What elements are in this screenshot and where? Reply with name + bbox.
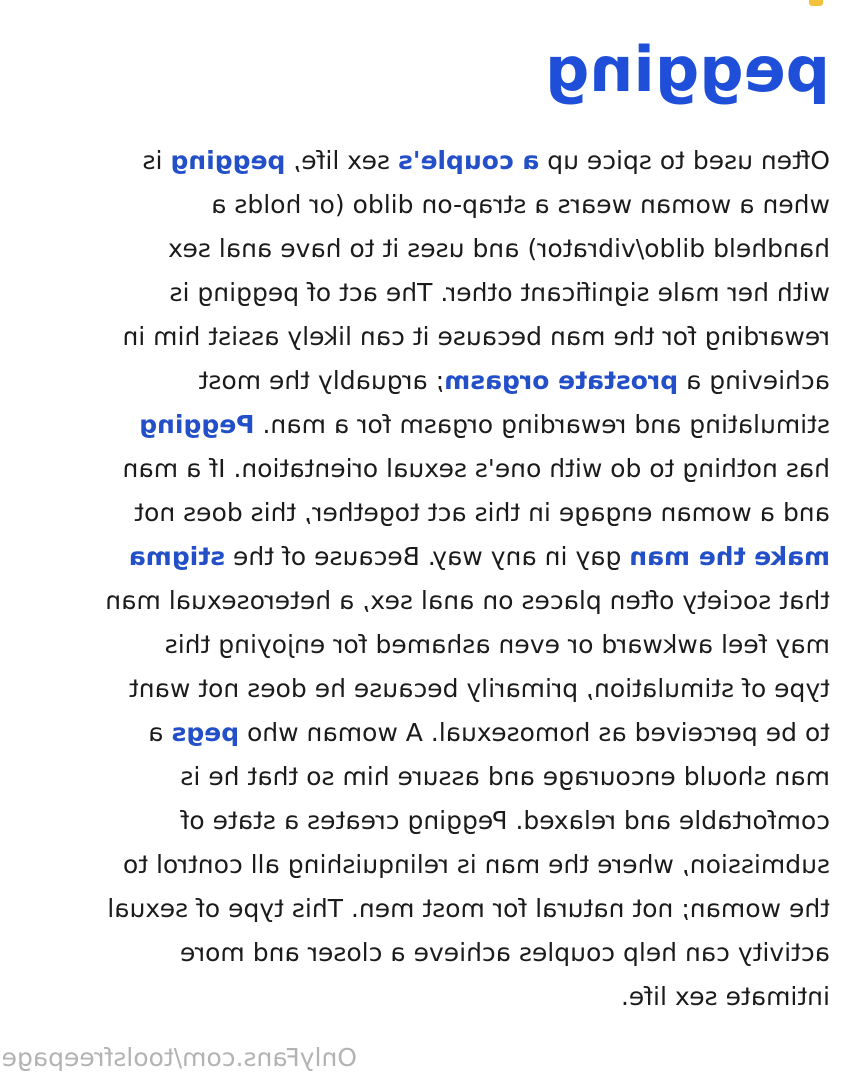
- definition-line: [30, 579, 830, 623]
- definition-line: [30, 227, 830, 271]
- definition-line: [30, 799, 830, 843]
- definition-link[interactable]: prostate orgasm: [444, 366, 679, 395]
- definition-line: [30, 843, 830, 887]
- definition-link[interactable]: make the man: [629, 542, 830, 571]
- definition-line: [30, 315, 830, 359]
- definition-text: a: [148, 718, 172, 747]
- definition-line: [30, 975, 830, 1019]
- definition-text: when a woman wears a strap-on dildo (or holds a: [211, 190, 830, 219]
- accent-mark: [809, 0, 823, 6]
- definition-text: Often used to spice up: [539, 146, 830, 175]
- definition-text: with her male significant other. The act of pegging is: [169, 278, 830, 307]
- definition-line: [30, 535, 830, 579]
- definition-text: intimate sex life.: [620, 982, 830, 1011]
- entry-word: pegging: [545, 33, 830, 106]
- definition-text: rewarding for the man because it can likely assist him in: [122, 322, 830, 351]
- definition-text: man should encourage and assure him so that he is: [180, 762, 830, 791]
- definition-line: [30, 183, 830, 227]
- definition-line: [30, 931, 830, 975]
- definition-link[interactable]: pegs: [171, 718, 240, 747]
- definition-text: comfortable and relaxed. Pegging creates a state of: [180, 806, 830, 835]
- definition-text: handheld dildo/vibrator) and uses it to have anal sex: [168, 234, 830, 263]
- definition-text: to be perceived as homosexual. A woman who: [239, 718, 830, 747]
- definition-line: [30, 447, 830, 491]
- definition-text: achieving a: [678, 366, 830, 395]
- definition-text: may feel awkward or even ashamed for enjoying this: [164, 630, 830, 659]
- definition-line: [30, 667, 830, 711]
- definition-line: [30, 403, 830, 447]
- definition-text: and a woman engage in this act together, this does not: [134, 498, 830, 527]
- definition-text: type of stimulation, primarily because he does not want: [128, 674, 830, 703]
- definition-text: activity can help couples achieve a closer and more: [180, 938, 830, 967]
- definition-link[interactable]: a couple's: [397, 146, 540, 175]
- definition-line: [30, 711, 830, 755]
- definition-line: [30, 491, 830, 535]
- definition-text: gay in any way. Because of the: [225, 542, 630, 571]
- definition-line: [30, 887, 830, 931]
- entry-definition: [30, 139, 830, 1019]
- definition-text: has nothing to do with one's sexual orientation. If a man: [122, 454, 830, 483]
- definition-text: stimulating and rewarding orgasm for a man.: [254, 410, 830, 439]
- definition-text: sex life,: [285, 146, 398, 175]
- definition-line: [30, 139, 830, 183]
- definition-text: is: [142, 146, 171, 175]
- definition-text: submission, where the man is relinquishing all control to: [123, 850, 830, 879]
- watermark-text: OnlyFans.com/toolsfreepage: [1, 1043, 357, 1072]
- definition-link[interactable]: stigma: [128, 542, 226, 571]
- definition-text: that society often places on anal sex, a heterosexual man: [105, 586, 830, 615]
- definition-link[interactable]: pegging: [170, 146, 286, 175]
- definition-text: ; arguably the most: [198, 366, 445, 395]
- definition-text: the woman; not natural for most men. This type of sexual: [107, 894, 830, 923]
- definition-link[interactable]: Pegging: [139, 410, 255, 439]
- definition-line: [30, 623, 830, 667]
- definition-line: [30, 755, 830, 799]
- definition-line: [30, 359, 830, 403]
- definition-line: [30, 271, 830, 315]
